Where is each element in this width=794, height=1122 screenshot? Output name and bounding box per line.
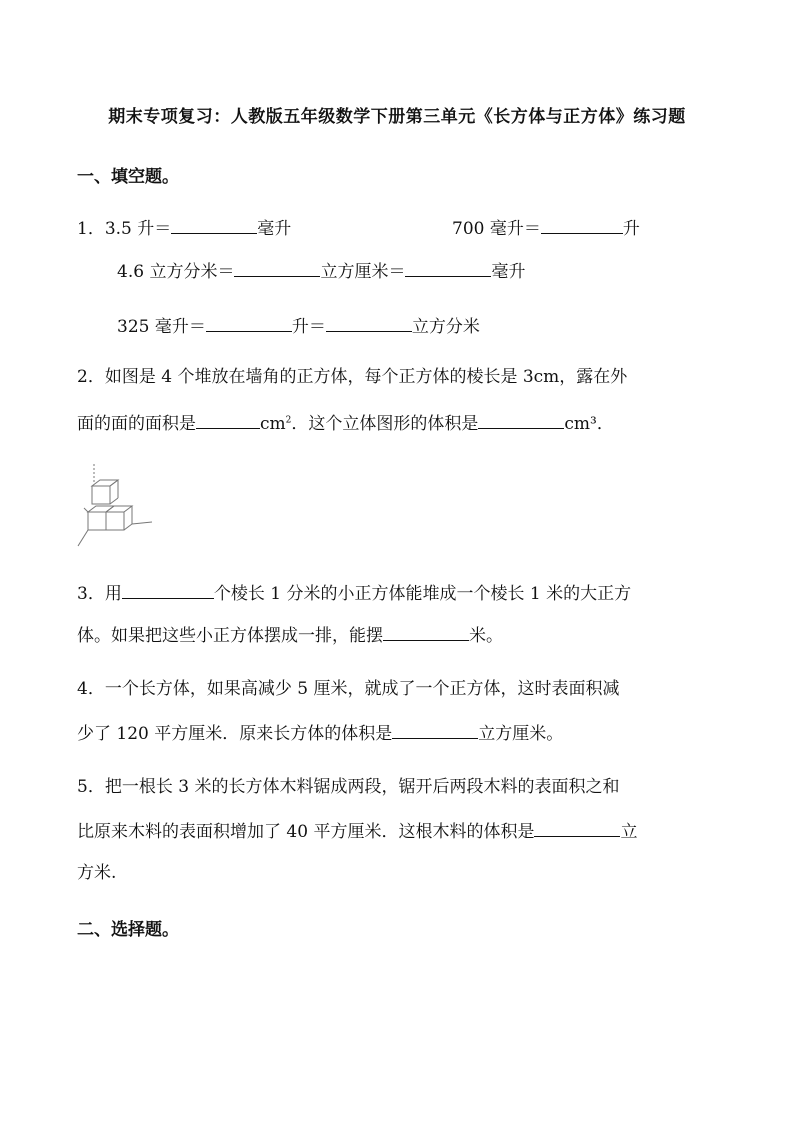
answer-blank[interactable] [122, 580, 214, 599]
q5-line2-prefix: 比原来木料的表面积增加了 40 平方厘米．这根木料的体积是 [77, 822, 535, 842]
unit-area: cm [260, 414, 286, 434]
q1-b-suffix: 升 [622, 219, 640, 239]
q2-line2-prefix: 面的面的面积是 [77, 414, 196, 434]
q3-line1-prefix: 3．用 [77, 584, 122, 604]
q1-d-mid: 升＝ [291, 317, 326, 337]
q3-line-1 [77, 580, 631, 606]
q3-line2-suffix: 米。 [469, 626, 503, 646]
answer-blank[interactable] [405, 258, 491, 277]
q4-line2-prefix: 少了 120 平方厘米．原来长方体的体积是 [77, 724, 393, 744]
q5-line-2 [77, 818, 637, 844]
q1-b-prefix: 700 毫升＝ [452, 219, 541, 239]
q1-d-prefix: 325 毫升＝ [117, 317, 206, 337]
section-heading-multiple-choice: 二、选择题。 [77, 920, 179, 940]
q3-line2-prefix: 体。如果把这些小正方体摆成一排，能摆 [77, 626, 383, 646]
answer-blank[interactable] [171, 215, 257, 234]
q2-line-1: 2．如图是 4 个堆放在墙角的正方体，每个正方体的棱长是 3cm，露在外 [77, 367, 628, 387]
q5-line2-suffix: 立 [620, 822, 638, 842]
answer-blank[interactable] [326, 313, 412, 332]
page-title: 期末专项复习：人教版五年级数学下册第三单元《长方体与正方体》练习题 [108, 107, 686, 127]
q1-a-suffix: 毫升 [257, 219, 292, 239]
q3-line1-suffix: 个棱长 1 分米的小正方体能堆成一个棱长 1 米的大正方 [213, 584, 632, 604]
section-heading-fill-in: 一、填空题。 [77, 167, 179, 187]
answer-blank[interactable] [541, 215, 623, 234]
q4-line2-suffix: 立方厘米。 [478, 724, 564, 744]
q3-line-2 [77, 622, 503, 648]
q1-c-suffix: 毫升 [491, 262, 526, 282]
answer-blank[interactable] [234, 258, 320, 277]
answer-blank[interactable] [206, 313, 292, 332]
q1-line-c [117, 258, 525, 284]
answer-blank[interactable] [392, 720, 478, 739]
cube-stack-figure [72, 462, 164, 552]
q1-line-d [117, 313, 480, 339]
q1-line-a [77, 215, 291, 241]
q2-line2-mid: ．这个立体图形的体积是 [291, 414, 479, 434]
q2-line-2 [77, 410, 614, 436]
q4-line-1: 4．一个长方体，如果高减少 5 厘米，就成了一个正方体，这时表面积减 [77, 679, 620, 699]
answer-blank[interactable] [534, 818, 620, 837]
unit-area-exponent: 2 [285, 415, 292, 426]
answer-blank[interactable] [478, 410, 564, 429]
q1-a-prefix: 1．3.5 升＝ [77, 219, 172, 239]
q1-d-suffix: 立方分米 [411, 317, 480, 337]
q1-c-mid: 立方厘米＝ [320, 262, 406, 282]
q4-line-2 [77, 720, 563, 746]
q5-line-3: 方米. [77, 863, 117, 883]
q5-line-1: 5．把一根长 3 米的长方体木料锯成两段，锯开后两段木料的表面积之和 [77, 777, 620, 797]
unit-volume: cm³ [564, 414, 597, 434]
q1-line-b [452, 215, 640, 241]
answer-blank[interactable] [383, 622, 469, 641]
answer-blank[interactable] [196, 410, 260, 429]
q1-c-prefix: 4.6 立方分米＝ [117, 262, 235, 282]
q2-line2-end: ． [596, 414, 614, 434]
